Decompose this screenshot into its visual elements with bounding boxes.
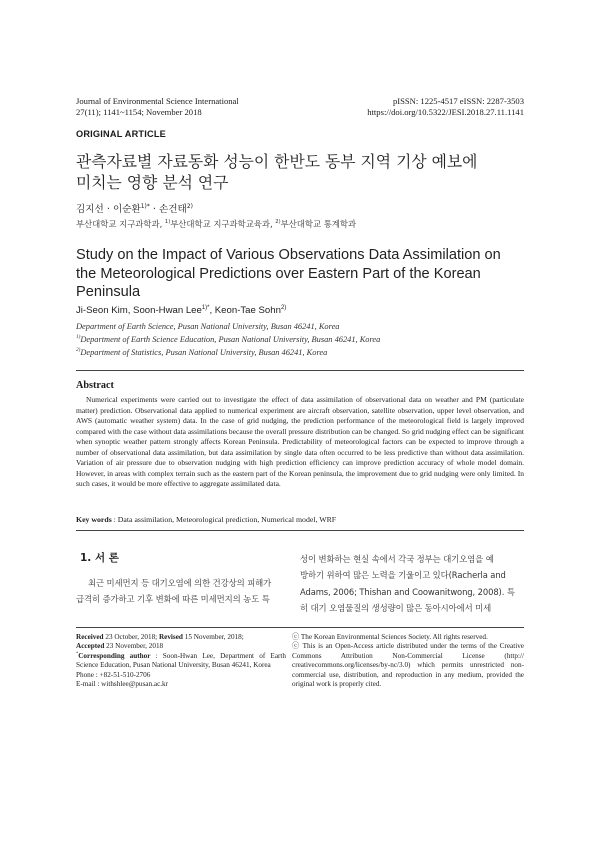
abstract-heading: Abstract: [76, 380, 114, 391]
footer-left: Received 23 October, 2018; Revised 15 November, 2018; Accepted 23 November, 2018 *Corresponding author : Soon-Hwan Lee, Department of Earth Science Education, Pusan National University, Busan 46241, Korea Phone : +82-51-510-2706 E-mail : withshlee@pusan.ac.kr: [76, 633, 286, 689]
title-korean-line-1: 관측자료별 자료동화 성능이 한반도 동부 지역 기상 예보에: [76, 152, 478, 171]
journal-name: Journal of Environmental Science International: [76, 96, 239, 106]
affiliations-korean: 부산대학교 지구과학과, $^{1)}$부산대학교 지구과학교육과, $^{2)}$부산대학교 통계학과: [76, 219, 357, 229]
dates: Received 23 October, 2018; Revised 15 November, 2018;: [76, 633, 244, 641]
affiliation-1: Department of Earth Science, Pusan National University, Busan 46241, Korea: [76, 322, 340, 331]
title-english-line-2: the Meteorological Predictions over Eastern Part of the Korean: [76, 265, 481, 282]
abstract-text: Numerical experiments were carried out to investigate the effect of data assimilation of observational data on weather and PM (particulate matter) prediction. Observational data applied to numerical experiment are aircraft observation, satellite observation, upper level observation, and AWS (automatic weather system) data. In the case of grid nudging, the prediction performance of the meteorological field is largely improved compared with the case without data assimilations because the overall pressure distribution can be changed. So grid nudging effect can be significant when synoptic weather pattern strongly affects Korean Peninsula. Predictability of meteorological factors can be expected to improve through a number of observational data assimilation, but data assimilation by single data often occurred to be less predictive than without data assimilation. Variation of air pressure due to observation nudging with high prediction efficiency can improve prediction accuracy of whole model domain. However, in areas with complex terrain such as the eastern part of the Korean peninsula, the improvement due to grid nudging were only limited. In such cases, it would be more effective to aggregate assimilated data.: [76, 395, 524, 488]
divider-bottom: [76, 530, 524, 531]
journal-volume: 27(11); 1141~1154; November 2018: [76, 107, 202, 117]
title-english-line-3: Peninsula: [76, 284, 141, 300]
journal-doi[interactable]: https://doi.org/10.5322/JESI.2018.27.11.1141: [367, 107, 524, 117]
title-english: [76, 246, 526, 302]
author-kr-3: 손건태: [159, 204, 187, 215]
author-kr-2: 이순환: [112, 204, 141, 215]
title-korean-line-2: 미치는 영향 분석 연구: [76, 173, 229, 192]
license: ⓒ This is an Open-Access article distributed under the terms of the Creative Commons Attribution Non-Commercial License (http:// creativecommons.org/licenses/by-nc/3.0) which permits unrestricted non-commercial use, distribution, and reproduction in any medium, provided the original work is properly cited.: [292, 642, 524, 689]
keywords-label: Key words: [76, 515, 112, 524]
affiliations-english: [76, 320, 380, 360]
authors-english: Ji-Seon Kim, Soon-Hwan Lee$^{1)*}$, Keon-Tae Sohn$^{2)}$: [76, 304, 287, 316]
keywords-list: : Data assimilation, Meteorological prediction, Numerical model, WRF: [111, 515, 337, 524]
journal-issn: pISSN: 1225-4517 eISSN: 2287-3503: [392, 96, 524, 106]
copyright: ⓒ The Korean Environmental Sciences Society. All rights reserved.: [292, 633, 488, 641]
article-type: ORIGINAL ARTICLE: [76, 129, 166, 139]
intro-left-column: 최근 미세먼지 등 대기오염에 의한 건강상의 피해가 급격히 증가하고 기후 변화에 따른 미세먼지의 농도 특: [76, 578, 272, 605]
corresponding-author: *Corresponding author : Soon-Hwan Lee, Department of Earth Science Education, Pusan National University, Busan 46241, Korea: [76, 650, 286, 670]
intro-heading: 1. 서 론: [80, 552, 119, 564]
affiliation-3: $^{2)}$Department of Statistics, Pusan National University, Busan 46241, Korea: [76, 347, 328, 358]
intro-right-column: 성이 변화하는 현실 속에서 각국 정부는 대기오염을 예 방하기 위하여 많은 노력을 기울이고 있다(Racherla and Adams, 2006; Thishan and Coowanitwong, 2008). 특 히 대기 오염물질의 생성량이 많은 동아시아에서 미세: [300, 554, 515, 614]
divider-top: [76, 370, 524, 371]
footer-right: [292, 633, 524, 689]
affiliation-2: $^{1)}$Department of Earth Science Education, Pusan National University, Busan 46241, Korea: [76, 334, 381, 345]
phone: Phone : +82-51-510-2706: [76, 670, 151, 679]
keywords: [76, 515, 336, 524]
title-korean: [76, 151, 477, 193]
email[interactable]: E-mail : withshlee@pusan.ac.kr: [76, 680, 169, 689]
title-english-line-1: Study on the Impact of Various Observations Data Assimilation on: [76, 247, 501, 263]
footer-divider: [76, 627, 524, 628]
authors-korean: 김지선 · 이순환$^{1)*}$ · 손건태$^{2)}$: [76, 202, 193, 215]
author-kr-1: 김지선: [76, 204, 104, 215]
